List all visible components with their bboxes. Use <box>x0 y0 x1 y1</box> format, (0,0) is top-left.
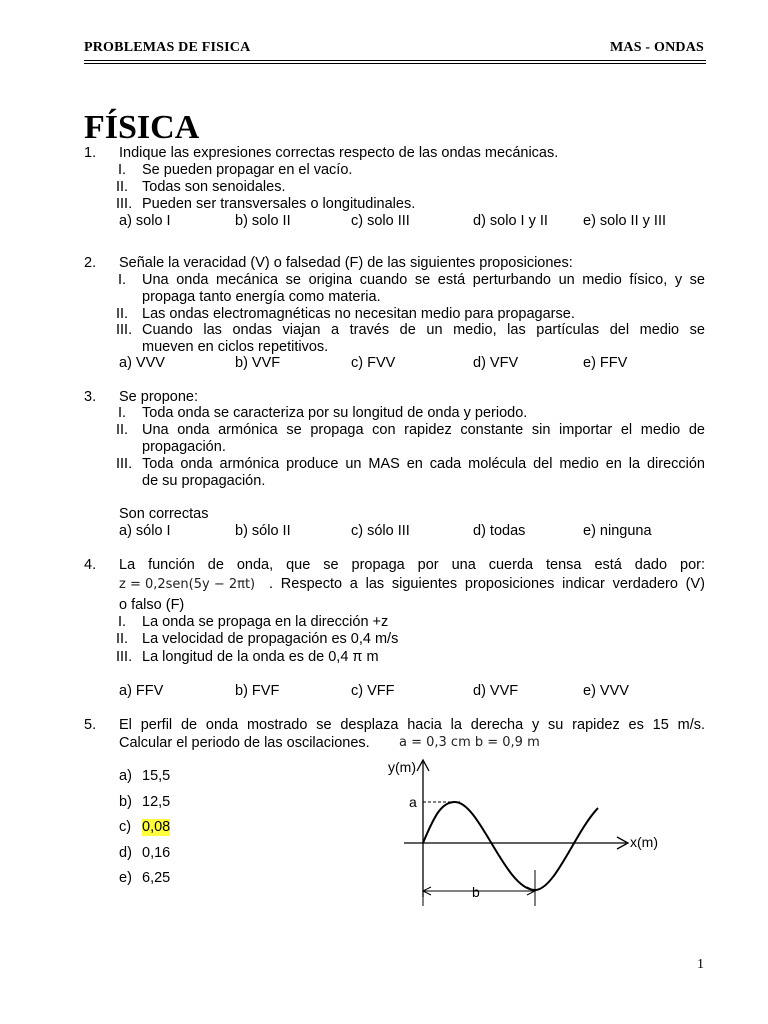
q3-item-2-cont: propagación. <box>142 439 226 455</box>
q3-option-a[interactable]: a) sólo I <box>119 523 171 539</box>
q3-option-e[interactable]: e) ninguna <box>583 523 652 539</box>
q5-option-d-letter: d) <box>119 845 132 861</box>
q4-option-d[interactable]: d) VVF <box>473 683 519 699</box>
q5-option-d[interactable]: 0,16 <box>142 845 171 861</box>
q2-text: Señale la veracidad (V) o falsedad (F) de las siguientes proposiciones: <box>119 255 573 271</box>
q2-item-2-text: Las ondas electromagnéticas no necesitan medio para propagarse. <box>142 306 575 322</box>
q2-option-d[interactable]: d) VFV <box>473 355 519 371</box>
q1-option-c[interactable]: c) solo III <box>351 213 410 229</box>
q4-item-2-num: II. <box>116 631 129 647</box>
q1-text: Indique las expresiones correctas respecto de las ondas mecánicas. <box>119 145 559 161</box>
q4-item-1-text: La onda se propaga en la dirección +z <box>142 614 389 630</box>
q3-correct-label: Son correctas <box>119 506 209 522</box>
wave-figure <box>380 752 680 912</box>
q3-option-d[interactable]: d) todas <box>473 523 526 539</box>
y-axis-label: y(m) <box>388 759 416 775</box>
q1-item-3-text: Pueden ser transversales o longitudinales. <box>142 196 416 212</box>
q1-option-e[interactable]: e) solo II y III <box>583 213 666 229</box>
q3-number: 3. <box>84 389 97 405</box>
q4-option-b[interactable]: b) FVF <box>235 683 280 699</box>
q2-item-3-text: Cuando las ondas viajan a través de un medio, las partículas del medio se <box>142 322 705 338</box>
q2-item-3-cont: mueven en ciclos repetitivos. <box>142 339 329 355</box>
q2-option-a[interactable]: a) VVV <box>119 355 165 371</box>
q3-item-2-num: II. <box>116 422 129 438</box>
q5-option-b[interactable]: 12,5 <box>142 794 171 810</box>
q5-line-2: Calcular el periodo de las oscilaciones. <box>119 735 370 751</box>
q3-item-3-cont: de su propagación. <box>142 473 266 489</box>
q5-option-a[interactable]: 15,5 <box>142 768 171 784</box>
q4-option-e[interactable]: e) VVV <box>583 683 629 699</box>
q3-item-3-text: Toda onda armónica produce un MAS en cada molécula del medio en la dirección <box>142 456 705 472</box>
wavelength-label: b <box>472 884 480 900</box>
q4-option-a[interactable]: a) FFV <box>119 683 164 699</box>
q3-text: Se propone: <box>119 389 199 405</box>
q5-option-a-letter: a) <box>119 768 132 784</box>
q1-item-1-text: Se pueden propagar en el vacío. <box>142 162 353 178</box>
q2-option-c[interactable]: c) FVV <box>351 355 396 371</box>
q3-option-c[interactable]: c) sólo III <box>351 523 410 539</box>
q1-option-d[interactable]: d) solo I y II <box>473 213 548 229</box>
q2-item-1-num: I. <box>118 272 127 288</box>
header-topic: MAS - ONDAS <box>610 40 704 55</box>
q5-option-e[interactable]: 6,25 <box>142 870 171 886</box>
x-axis-label: x(m) <box>630 834 658 850</box>
q3-option-b[interactable]: b) sólo II <box>235 523 291 539</box>
q1-option-b[interactable]: b) solo II <box>235 213 291 229</box>
q5-number: 5. <box>84 717 97 733</box>
q2-option-b[interactable]: b) VVF <box>235 355 281 371</box>
header-rule-thin <box>84 63 706 64</box>
header-title: PROBLEMAS DE FISICA <box>84 40 251 55</box>
q1-item-1-num: I. <box>118 162 127 178</box>
q2-item-2-num: II. <box>116 306 129 322</box>
q4-item-3-num: III. <box>116 649 133 665</box>
q4-line-2: . Respecto a las siguientes proposiciones indicar verdadero (V) <box>269 576 705 592</box>
header-rule-thick <box>84 60 706 61</box>
q4-formula: z = 0,2sen(5y − 2πt) <box>119 577 256 592</box>
q4-line-3: o falso (F) <box>119 597 185 613</box>
q5-line-1: El perfil de onda mostrado se desplaza hacia la derecha y su rapidez es 15 m/s. <box>119 717 705 733</box>
q3-item-2-text: Una onda armónica se propaga con rapidez constante sin importar el medio de <box>142 422 705 438</box>
page-number: 1 <box>697 957 704 972</box>
q2-option-e[interactable]: e) FFV <box>583 355 628 371</box>
q4-option-c[interactable]: c) VFF <box>351 683 395 699</box>
q1-option-a[interactable]: a) solo I <box>119 213 171 229</box>
q2-number: 2. <box>84 255 97 271</box>
q4-item-1-num: I. <box>118 614 127 630</box>
page-title: FÍSICA <box>84 109 200 146</box>
q5-option-e-letter: e) <box>119 870 132 886</box>
q2-item-1-text: Una onda mecánica se origina cuando se está perturbando un medio físico, y se <box>142 272 705 288</box>
q3-item-1-num: I. <box>118 405 127 421</box>
q1-item-2-text: Todas son senoidales. <box>142 179 286 195</box>
q5-option-c-letter: c) <box>119 819 132 835</box>
q5-option-c-highlighted[interactable]: 0,08 <box>142 819 171 835</box>
q4-item-2-text: La velocidad de propagación es 0,4 m/s <box>142 631 399 647</box>
q3-item-3-num: III. <box>116 456 133 472</box>
q4-number: 4. <box>84 557 97 573</box>
q1-item-3-num: III. <box>116 196 133 212</box>
wave-curve <box>423 802 598 890</box>
q4-item-3-text: La longitud de la onda es de 0,4 π m <box>142 649 379 665</box>
q3-item-1-text: Toda onda se caracteriza por su longitud de onda y periodo. <box>142 405 528 421</box>
q4-line-1: La función de onda, que se propaga por una cuerda tensa está dado por: <box>119 557 705 573</box>
q1-number: 1. <box>84 145 97 161</box>
q1-item-2-num: II. <box>116 179 129 195</box>
q2-item-1-cont: propaga tanto energía como materia. <box>142 289 381 305</box>
amplitude-label: a <box>409 794 417 810</box>
q5-option-b-letter: b) <box>119 794 132 810</box>
q2-item-3-num: III. <box>116 322 133 338</box>
q5-data: a = 0,3 cm b = 0,9 m <box>399 735 540 750</box>
